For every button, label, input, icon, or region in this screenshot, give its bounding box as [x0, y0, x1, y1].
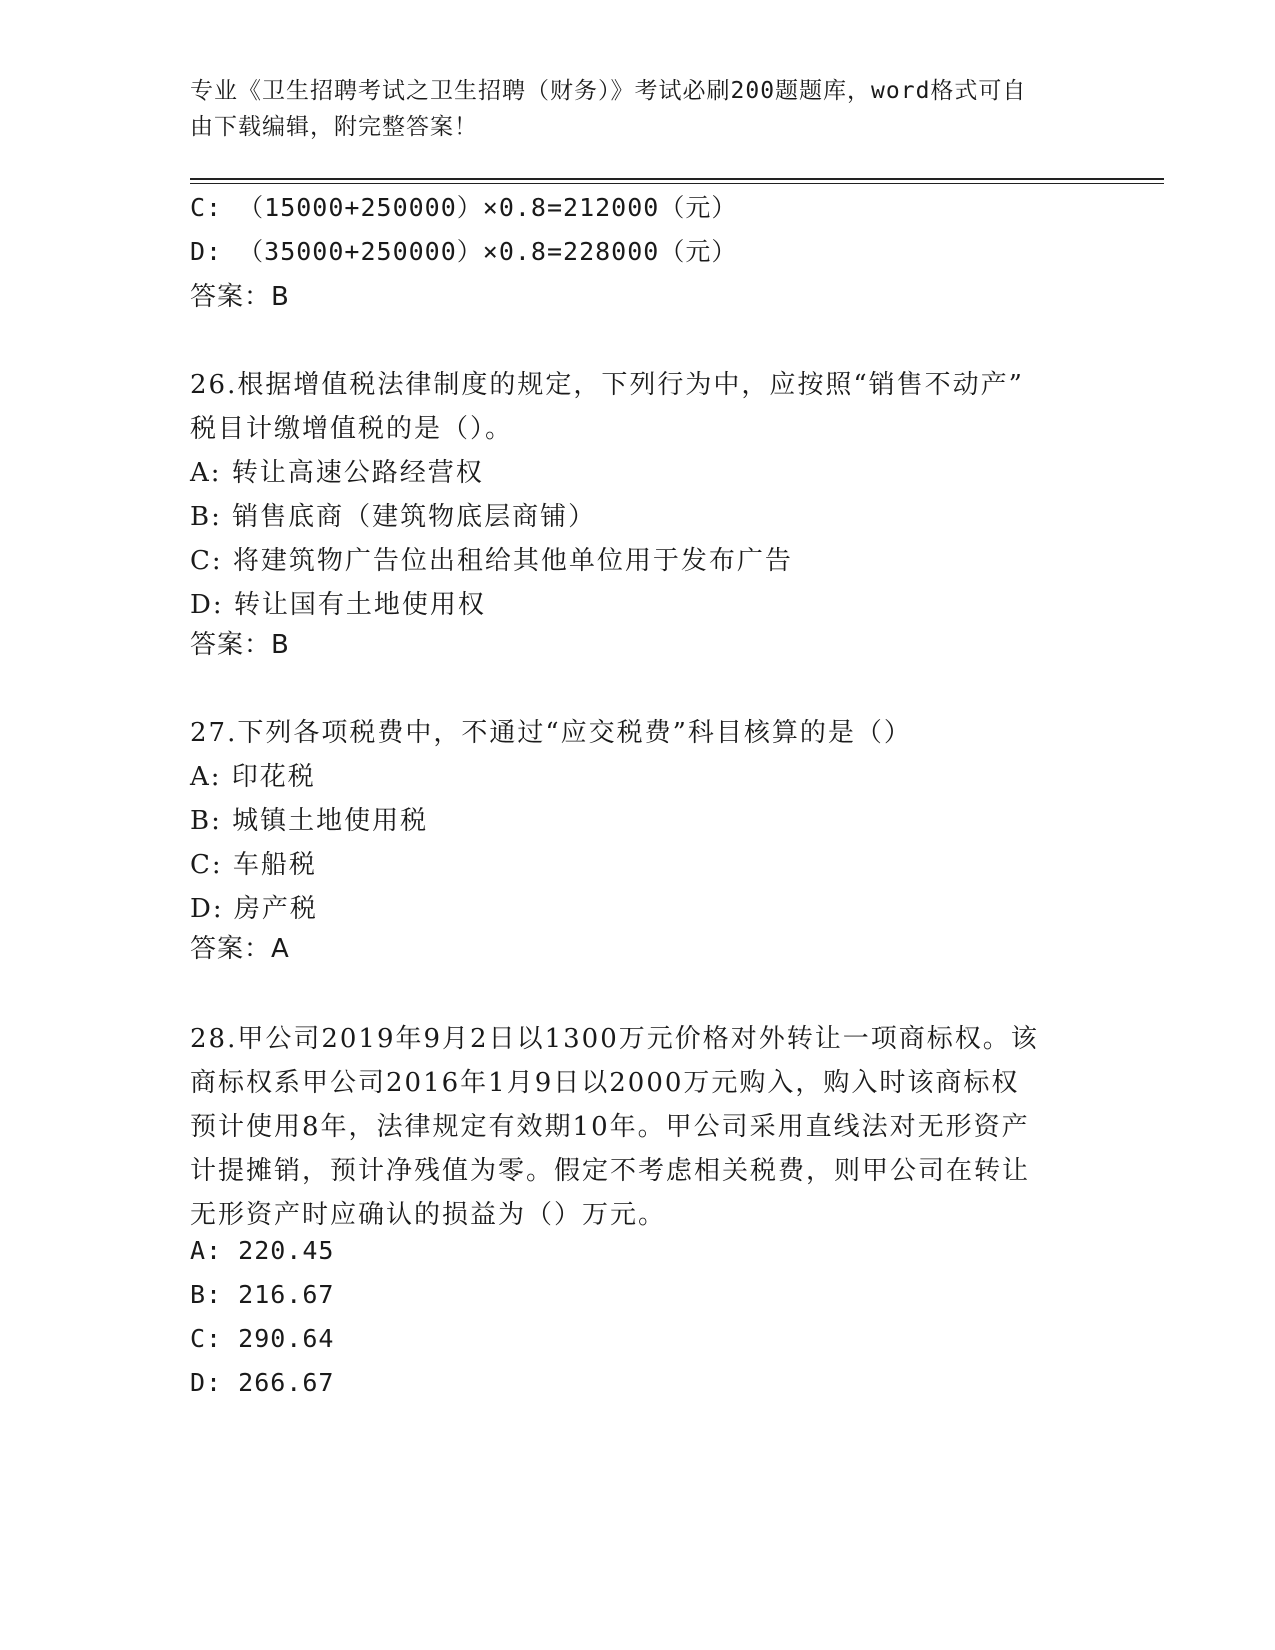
q28-stem-line-2: 商标权系甲公司2016年1月9日以2000万元购入，购入时该商标权	[190, 1068, 1020, 1098]
q26-option-c: C: 将建筑物广告位出租给其他单位用于发布广告	[190, 546, 793, 576]
q28-option-c: C: 290.64	[190, 1324, 335, 1353]
q25-option-c: C: （15000+250000）×0.8=212000（元）	[190, 193, 738, 222]
header-line-2: 由下载编辑，附完整答案！	[190, 114, 478, 140]
q26-option-b: B: 销售底商（建筑物底层商铺）	[190, 502, 597, 532]
q26-stem-line-1: 26.根据增值税法律制度的规定，下列行为中，应按照“销售不动产”	[190, 370, 1024, 400]
q28-stem-line-1: 28.甲公司2019年9月2日以1300万元价格对外转让一项商标权。该	[190, 1024, 1039, 1054]
q28-stem-line-4: 计提摊销，预计净残值为零。假定不考虑相关税费，则甲公司在转让	[190, 1156, 1031, 1186]
q25-option-d: D: （35000+250000）×0.8=228000（元）	[190, 237, 738, 266]
document-header	[190, 73, 1070, 145]
header-line-1: 专业《卫生招聘考试之卫生招聘（财务）》考试必刷200题题库，word格式可自	[190, 78, 1027, 104]
header-rule-thick	[190, 178, 1164, 180]
q27-option-d: D: 房产税	[190, 894, 318, 924]
q26-answer: 答案：B	[190, 630, 290, 660]
q27-stem-line-1: 27.下列各项税费中，不通过“应交税费”科目核算的是（）	[190, 718, 912, 748]
q28-option-d: D: 266.67	[190, 1368, 335, 1397]
q27-answer: 答案：A	[190, 934, 290, 964]
header-rule-thin	[190, 183, 1164, 184]
q27-option-a: A: 印花税	[190, 762, 316, 792]
q28-stem-line-3: 预计使用8年，法律规定有效期10年。甲公司采用直线法对无形资产	[190, 1112, 1030, 1142]
q28-stem-line-5: 无形资产时应确认的损益为（）万元。	[190, 1200, 667, 1230]
q27-option-c: C: 车船税	[190, 850, 317, 880]
q26-option-a: A: 转让高速公路经营权	[190, 458, 484, 488]
q25-answer: 答案：B	[190, 282, 290, 312]
q26-stem-line-2: 税目计缴增值税的是（）。	[190, 414, 514, 444]
q27-option-b: B: 城镇土地使用税	[190, 806, 429, 836]
q26-option-d: D: 转让国有土地使用权	[190, 590, 486, 620]
q28-option-a: A: 220.45	[190, 1236, 335, 1265]
q28-option-b: B: 216.67	[190, 1280, 335, 1309]
